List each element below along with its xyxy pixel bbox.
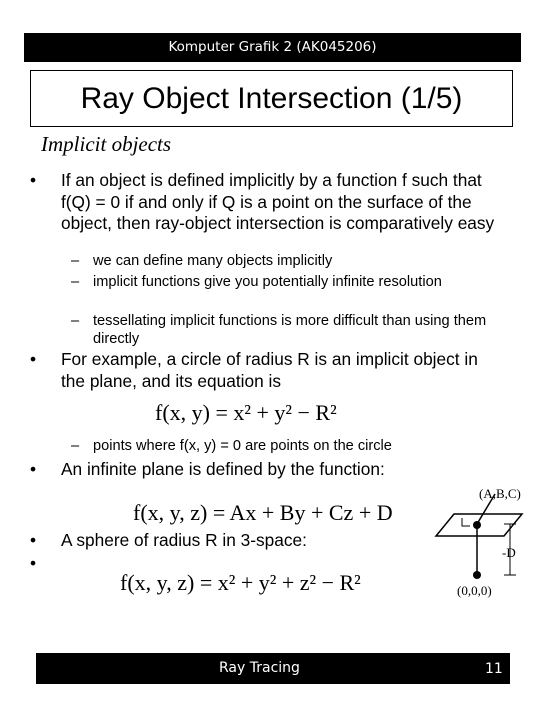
sub-bullet-item	[71, 312, 496, 348]
sub-bullet-text: we can define many objects implicitly	[93, 253, 333, 269]
bullet-item	[30, 349, 500, 392]
normal-label: (A,B,C)	[479, 486, 521, 501]
page-number: 11	[485, 661, 503, 677]
course-title: Komputer Grafik 2 (AK045206)	[168, 39, 377, 55]
footer-bar	[36, 653, 510, 684]
sub-bullet-item	[71, 437, 501, 455]
bullet-text: If an object is defined implicitly by a function f such that f(Q) = 0 if and only if Q is a point on the surface of the object, then ray-object intersection is comparatively easy	[61, 170, 495, 233]
sub-bullet-text: points where f(x, y) = 0 are points on the circle	[93, 438, 392, 454]
slide-subtitle: Implicit objects	[41, 132, 172, 156]
slide-title-box	[30, 70, 513, 127]
bullet-item	[30, 459, 460, 481]
sub-bullet-text: tessellating implicit functions is more difficult than using them directly	[93, 313, 487, 347]
origin-label: (0,0,0)	[457, 583, 492, 598]
equation-plane: f(x, y, z) = Ax + By + Cz + D	[133, 500, 393, 525]
bullet-marker: •	[30, 459, 37, 479]
dash-marker: –	[71, 438, 80, 454]
bullet-text: A sphere of radius R in 3-space:	[61, 530, 307, 550]
origin-point	[473, 571, 481, 579]
bullet-marker: •	[30, 349, 37, 369]
header-bar	[24, 33, 521, 62]
bullet-item	[30, 530, 380, 552]
slide-title: Ray Object Intersection (1/5)	[80, 82, 463, 115]
equation-circle: f(x, y) = x² + y² − R²	[155, 400, 337, 425]
sub-bullet-text: implicit functions give you potentially infinite resolution	[93, 274, 442, 290]
dash-marker: –	[71, 274, 80, 290]
bullet-marker: •	[30, 170, 37, 190]
right-angle-marker	[462, 518, 470, 526]
bullet-item	[30, 170, 510, 235]
plane-point	[473, 521, 481, 529]
dash-marker: –	[71, 253, 80, 269]
equation-sphere: f(x, y, z) = x² + y² + z² − R²	[120, 570, 361, 595]
dash-marker: –	[71, 313, 80, 329]
sub-bullet-item	[71, 252, 501, 270]
distance-label: -D	[502, 545, 516, 560]
bullet-text: For example, a circle of radius R is an implicit object in the plane, and its equation is	[61, 349, 478, 391]
sub-bullet-item	[71, 273, 461, 291]
bullet-text: An infinite plane is defined by the function:	[61, 459, 385, 479]
bullet-marker: •	[30, 553, 37, 573]
footer-topic: Ray Tracing	[219, 660, 300, 676]
bullet-marker: •	[30, 530, 37, 550]
